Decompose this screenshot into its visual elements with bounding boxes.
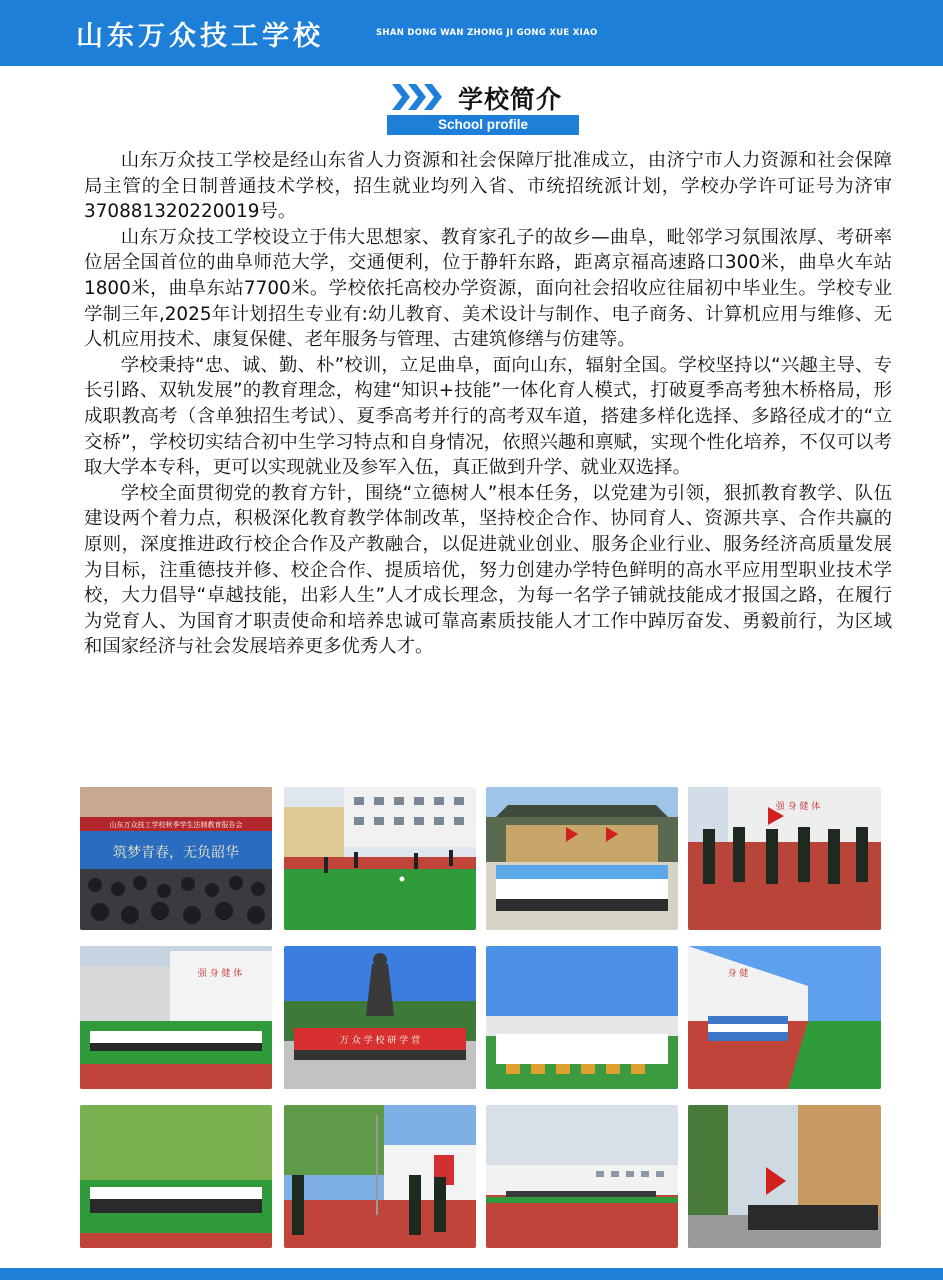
photo-flag-ceremony — [284, 1105, 476, 1248]
photo-military-march — [688, 787, 881, 930]
photo-formation-field — [80, 946, 272, 1089]
banner-text: 山东万众技工学校秋季学生法制教育报告会 — [109, 821, 243, 829]
paragraph: 山东万众技工学校是经山东省人力资源和社会保障厅批准成立，由济宁市人力资源和社会保障局主管的全日制普通技术学校，招生就业均列入省、市统招统派计划，学校办学许可证号为济审370881320220019号。 — [84, 150, 892, 223]
wall-slogan: 强 身 健 体 — [197, 969, 243, 979]
wall-slogan: 身 健 — [727, 969, 749, 979]
paragraph: 学校全面贯彻党的教育方针，围绕“立德树人”根本任务，以党建为引领，狠抓教育教学、队伍建设两个着力点，积极深化教育教学体制改革，坚持校企合作、协同育人、资源共享、合作共赢的原则，深度推进政行校企合作及产教融合，以促进就业创业、服务企业行业、服务经济高质量发展为目标，注重德技并修、校企合作、提质培优，努力创建办学特色鲜明的高水平应用型职业技术学校，大力倡导“卓越技能，出彩人生”人才成长理念，为每一名学子铺就技能成才报国之路，在履行为党育人、为国育才职责使命和培养忠诚可靠高素质技能人才工作中踔厉奋发、勇毅前行，为区域和国家经济与社会发展培养更多优秀人才。 — [84, 482, 892, 658]
photo-group-with-certificates — [486, 946, 678, 1089]
photo-willow-field — [80, 1105, 272, 1248]
photo-autumn-walk — [688, 1105, 881, 1248]
school-name: 山东万众技工学校 — [76, 21, 324, 52]
wall-slogan: 强 身 健 体 — [775, 802, 821, 812]
photo-track-procession — [688, 946, 881, 1089]
slogan-text: 筑梦青春，无负韶华 — [113, 845, 239, 861]
photo-football-field — [284, 787, 476, 930]
paragraph: 学校秉持“忠、诚、勤、朴”校训，立足曲阜，面向山东，辐射全国。学校坚持以“兴趣主导、专长引路、双轨发展”的教育理念，构建“知识+技能”一体化育人模式，打破夏季高考独木桥格局，形成职教高考（含单独招生考试）、夏季高考并行的高考双车道，搭建多样化选择、多路径成才的“立交桥”，学校切实结合初中生学习特点和自身情况，依照兴趣和禀赋，实现个性化培养，不仅可以考取大学本专科，更可以实现就业及参军入伍，真正做到升学、就业双选择。 — [84, 354, 892, 479]
photo-lecture-hall — [80, 787, 272, 930]
school-profile-text — [84, 148, 892, 660]
section-title: 学校简介 — [458, 85, 563, 114]
header-band — [0, 0, 943, 66]
school-name-pinyin: SHAN DONG WAN ZHONG JI GONG XUE XIAO — [376, 28, 598, 38]
triple-chevron-right-icon — [392, 84, 444, 110]
footer-band — [0, 1268, 943, 1280]
paragraph: 山东万众技工学校设立于伟大思想家、教育家孔子的故乡—曲阜，毗邻学习氛围浓厚、考研率位居全国首位的曲阜师范大学，交通便利，位于静轩东路，距离京福高速路口300米，曲阜火车站1800米，曲阜东站7700米。学校依托高校办学资源，面向社会招收应往届初中毕业生。学校专业学制三年,2025年计划招生专业有:幼儿教育、美术设计与制作、电子商务、计算机应用与维修、无人机应用技术、康复保健、老年服务与管理、古建筑修缮与仿建等。 — [84, 226, 892, 351]
banner-text: 万 众 学 校 研 学 营 — [339, 1036, 421, 1046]
section-subtitle: School profile — [387, 115, 579, 135]
photo-campus-buildings — [486, 1105, 678, 1248]
photo-students-temple — [486, 787, 678, 930]
photo-confucius-statue — [284, 946, 476, 1089]
